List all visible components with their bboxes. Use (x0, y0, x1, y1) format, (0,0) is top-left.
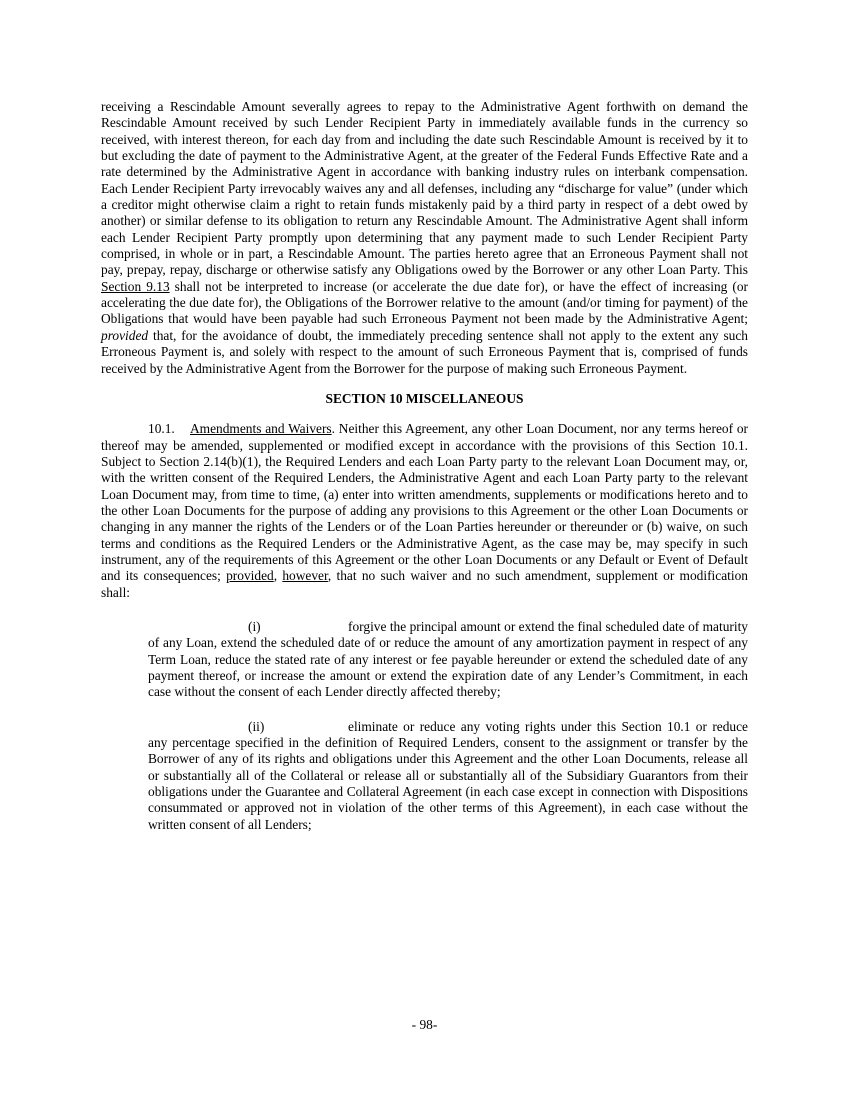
intro-text-3: that, for the avoidance of doubt, the immediately preceding sentence shall not apply to the extent any such Erroneous Payment is, and solely with respect to the amount of such Erroneous Payment that is, comprised of funds received by the Administrative Agent from the Borrower for the purpose of making such Erroneous Payment. (101, 327, 748, 376)
section-text-2: , that no such waiver and no such amendment, supplement or modification shall: (101, 568, 748, 600)
continued-paragraph (101, 99, 748, 377)
section-reference: Section 9.13 (101, 278, 170, 294)
clause-ii (148, 719, 748, 833)
clause-number: (ii) (248, 718, 265, 734)
page-number: - 98- (411, 1017, 438, 1032)
clause-text: forgive the principal amount or extend the final scheduled date of maturity of any Loan, extend the scheduled date of or reduce the amount of any amortization payment in respect of any Term Loan, reduce the stated rate of any interest or fee payable hereunder or extend the scheduled date of any payment thereof, or increase the amount or extend the expiration date of any Lender’s Commitment, in each case without the consent of each Lender directly affected thereby; (148, 618, 748, 700)
comma-separator: , (273, 568, 283, 584)
intro-text-1: receiving a Rescindable Amount severally agrees to repay to the Administrative Agent forthwith on demand the Rescindable Amount received by such Lender Recipient Party in immediately available funds in the currency so received, with interest thereon, for each day from and including the date such Rescindable Amount is received by it to but excluding the date of payment to the Administrative Agent, at the greater of the Federal Funds Effective Rate and a rate determined by the Administrative Agent in accordance with banking industry rules on interbank compensation. Each Lender Recipient Party irrevocably waives any and all defenses, including any “discharge for value” (under which a creditor might otherwise claim a right to retain funds mistakenly paid by a third party in respect of a debt owed by another) or similar defense to its obligation to return any Rescindable Amount. The Administrative Agent shall inform each Lender Recipient Party promptly upon determining that any payment made to such Lender Recipient Party comprised, in whole or in part, a Rescindable Amount. The parties hereto agree that an Erroneous Payment shall not pay, prepay, repay, discharge or otherwise satisfy any Obligations owed by the Borrower or any other Loan Party. This (101, 99, 748, 278)
provided-term: provided (226, 568, 274, 584)
section-10-1-paragraph (101, 421, 748, 601)
section-number: 10.1. (148, 421, 175, 437)
section-text-1: . Neither this Agreement, any other Loan Document, nor any terms hereof or thereof may be amended, supplemented or modified except in accordance with the provisions of this Section 10.1. Subject to Section 2.14(b)(1), the Required Lenders and each Loan Party party to the relevant Loan Document may, or, with the written consent of the Required Lenders, the Administrative Agent and each Loan Party party to the relevant Loan Document may, from time to time, (a) enter into written amendments, supplements or modifications hereto and to the other Loan Documents for the purpose of adding any provisions to this Agreement or the other Loan Documents or changing in any manner the rights of the Lenders or of the Loan Parties hereunder or thereunder or (b) waive, on such terms and conditions as the Required Lenders or the Administrative Agent, as the case may be, may specify in such instrument, any of the requirements of this Agreement or the other Loan Documents or any Default or Event of Default and its consequences; (101, 421, 749, 584)
however-term: however (282, 568, 328, 584)
page-body (101, 99, 748, 851)
intro-text-2: shall not be interpreted to increase (or accelerate the due date for), or have the effect of increasing (or accelerating the due date for), the Obligations of the Borrower relative to the amount (and/or timing for payment) of the Obligations that would have been payable had such Erroneous Payment not been made by the Administrative Agent; (101, 278, 748, 327)
clause-i (148, 619, 748, 701)
provided-term: provided (101, 327, 149, 343)
section-title: Amendments and Waivers (190, 421, 332, 437)
clause-number: (i) (248, 618, 261, 634)
clause-text: eliminate or reduce any voting rights under this Section 10.1 or reduce any percentage specified in the definition of Required Lenders, consent to the assignment or transfer by the Borrower of any of its rights and obligations under this Agreement and the other Loan Documents, release all or substantially all of the Collateral or release all or substantially all of the Subsidiary Guarantors from their obligations under the Guarantee and Collateral Agreement (in each case except in connection with Dispositions consummated or approved not in violation of the other terms of this Agreement), in each case without the written consent of all Lenders; (148, 718, 748, 832)
section-heading: SECTION 10 MISCELLANEOUS (325, 390, 524, 406)
